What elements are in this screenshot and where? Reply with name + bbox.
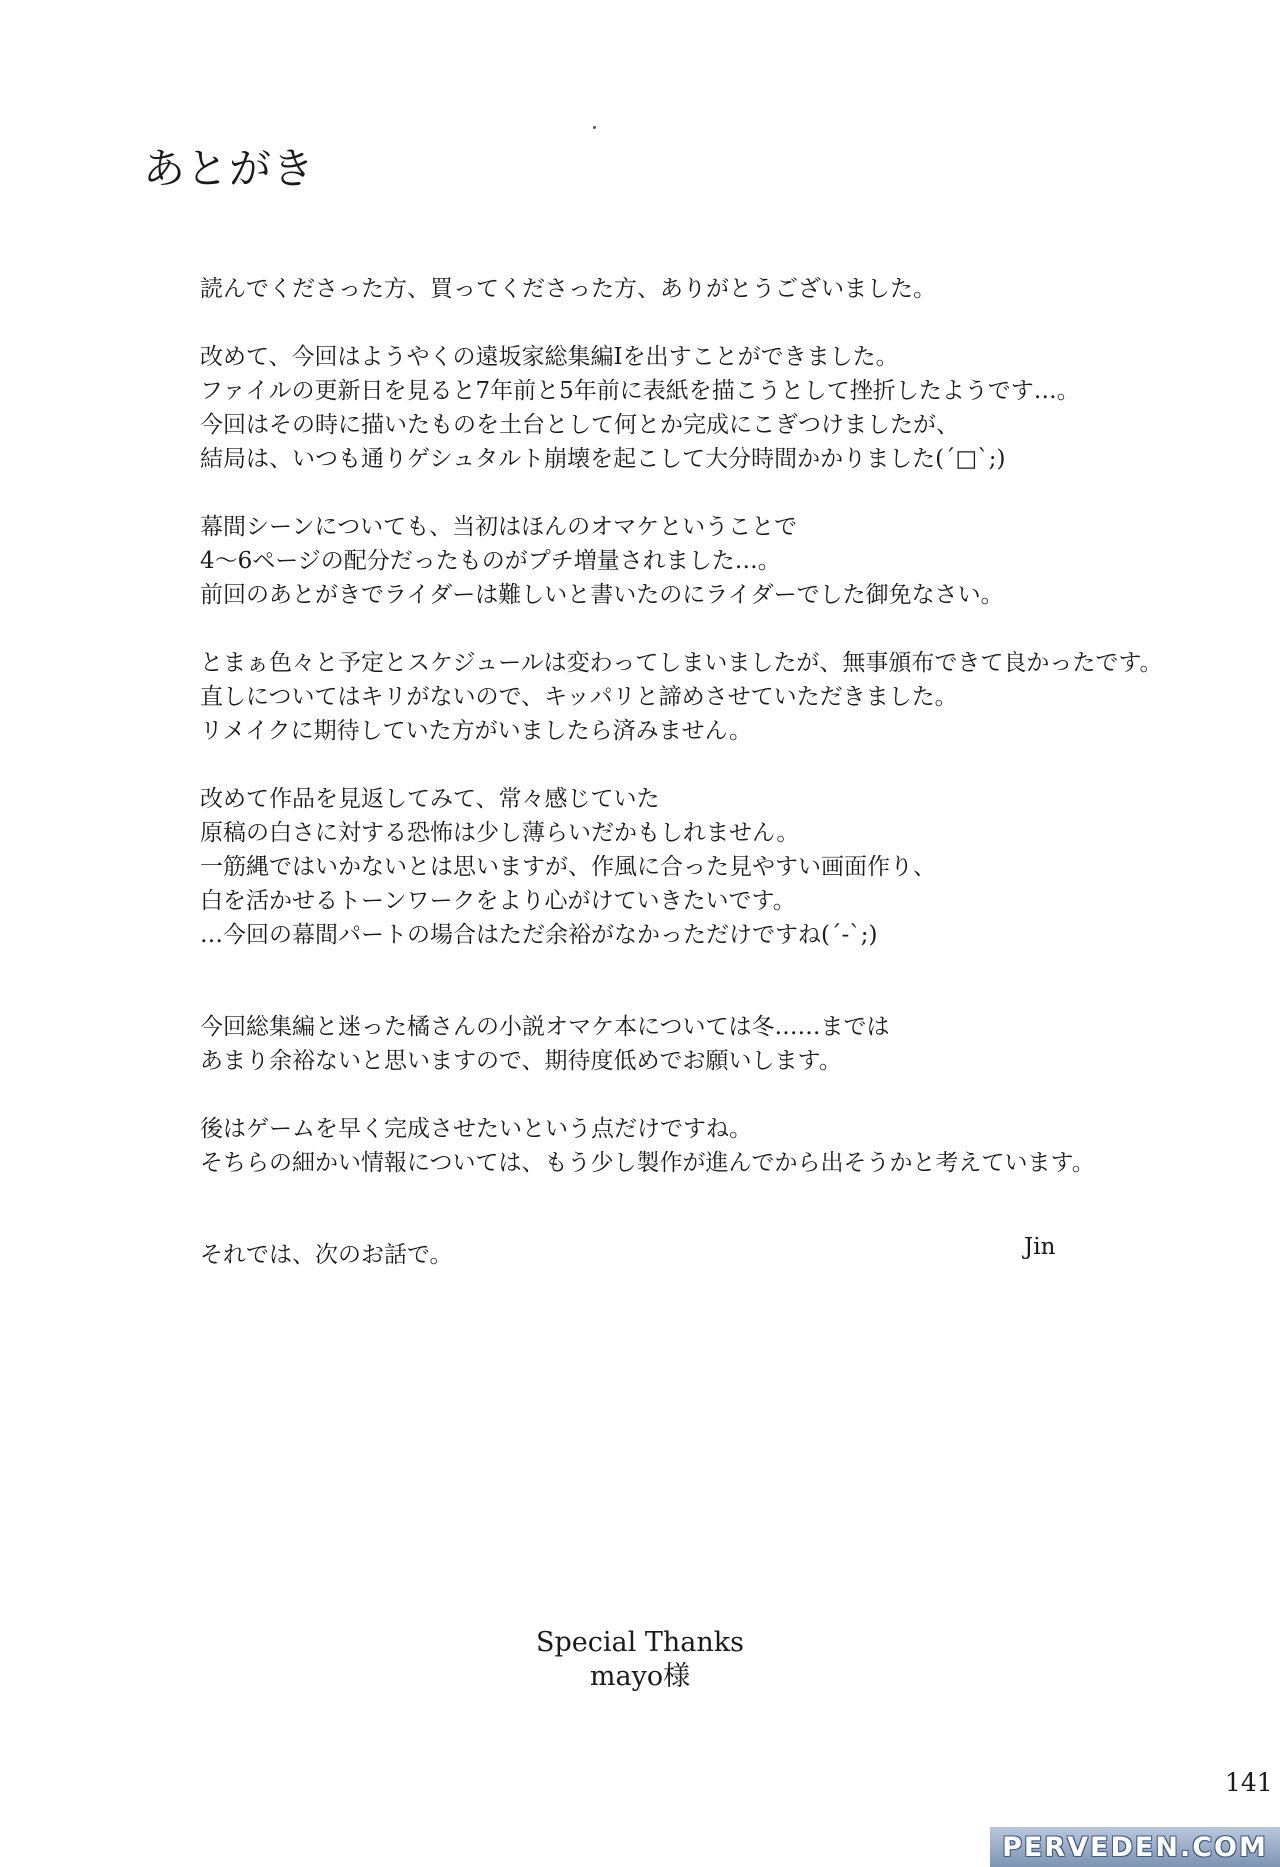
paragraph-4	[200, 646, 1200, 748]
scan-speck	[593, 126, 596, 129]
special-thanks-name: mayo様	[589, 1661, 691, 1692]
text-line: それでは、次のお話で。	[200, 1242, 453, 1268]
text-line: 一筋縄ではいかないとは思いますが、作風に合った見やすい画面作り、	[200, 854, 936, 880]
text-line: 後はゲームを早く完成させたいという点だけですね。	[200, 1116, 752, 1142]
text-line: …今回の幕間パートの場合はただ余裕がなかっただけですね(´-`;)	[200, 922, 878, 948]
text-line: 改めて、今回はようやくの遠坂家総集編Ⅰを出すことができました。	[200, 344, 899, 370]
page-title: あとがき	[143, 144, 316, 193]
text-line: とまぁ色々と予定とスケジュールは変わってしまいましたが、無事頒布できて良かったです。	[200, 650, 1163, 676]
text-line: リメイクに期待していた方がいましたら済みません。	[200, 718, 752, 744]
text-line: 結局は、いつも通りゲシュタルト崩壊を起こして大分時間かかりました(´□`;)	[200, 446, 1006, 472]
text-line: 前回のあとがきでライダーは難しいと書いたのにライダーでした御免なさい。	[200, 582, 1004, 608]
text-line: 今回総集編と迷った橘さんの小説オマケ本については冬……までは	[200, 1014, 890, 1040]
text-line: 直しについてはキリがないので、キッパリと諦めさせていただきました。	[200, 684, 958, 710]
afterword-body	[200, 272, 1200, 1306]
text-line: 今回はその時に描いたものを土台として何とか完成にこぎつけましたが、	[200, 412, 959, 438]
paragraph-3	[200, 510, 1200, 612]
text-line: 改めて作品を見返してみて、常々感じていた	[200, 786, 660, 812]
text-line: 読んでくださった方、買ってくださった方、ありがとうございました。	[200, 276, 936, 302]
author-signature: Jin	[1024, 1234, 1056, 1260]
paragraph-6	[200, 1010, 1200, 1078]
text-line: あまり余裕ないと思いますので、期待度低めでお願いします。	[200, 1048, 842, 1074]
text-line: 幕間シーンについても、当初はほんのオマケということで	[200, 514, 798, 540]
paragraph-7	[200, 1112, 1200, 1180]
text-line: 4〜6ページの配分だったものがプチ増量されました…。	[200, 548, 781, 574]
watermark-text: PERVEDEN.COM	[1002, 1831, 1268, 1863]
paragraph-2	[200, 340, 1200, 476]
text-line: ファイルの更新日を見ると7年前と5年前に表紙を描こうとして挫折したようです…。	[200, 378, 1080, 404]
special-thanks	[0, 1626, 1280, 1694]
paragraph-1	[200, 272, 1200, 306]
special-thanks-heading: Special Thanks	[536, 1627, 744, 1658]
page-number: 141	[1225, 1768, 1273, 1797]
text-line: 白を活かせるトーンワークをより心がけていきたいです。	[200, 888, 796, 914]
paragraph-5	[200, 782, 1200, 952]
text-line: 原稿の白さに対する恐怖は少し薄らいだかもしれません。	[200, 820, 800, 846]
text-line: そちらの細かい情報については、もう少し製作が進んでから出そうかと考えています。	[200, 1150, 1095, 1176]
site-watermark	[990, 1827, 1280, 1867]
